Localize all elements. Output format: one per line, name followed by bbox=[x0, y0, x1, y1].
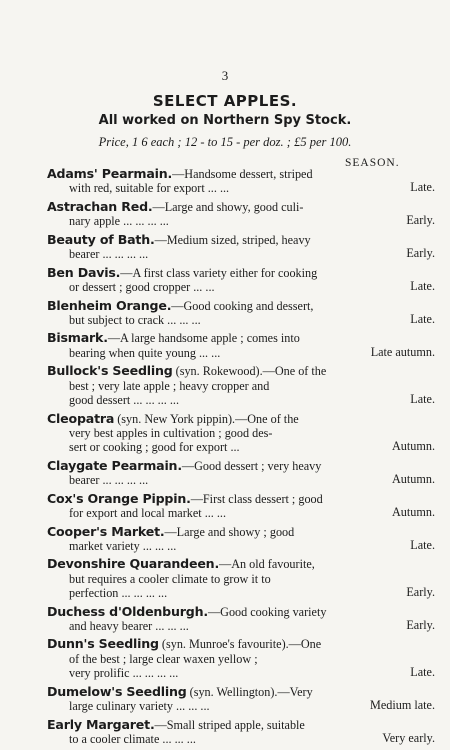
season-value: Autumn. bbox=[392, 472, 435, 487]
season-value: Late. bbox=[410, 278, 435, 293]
apple-entry bbox=[47, 166, 435, 196]
entry-first-line bbox=[47, 525, 407, 539]
entry-first-line bbox=[47, 557, 407, 571]
variety-description: —First class dessert ; good bbox=[190, 491, 323, 506]
entry-continuation-line bbox=[47, 313, 407, 327]
entry-first-line bbox=[47, 364, 407, 378]
entry-first-line bbox=[47, 299, 407, 313]
variety-name: Astrachan Red. bbox=[47, 198, 153, 214]
season-value: Late. bbox=[410, 665, 435, 680]
season-value: Autumn. bbox=[392, 504, 435, 519]
variety-description: or dessert ; good cropper ... ... bbox=[69, 279, 215, 294]
variety-name: Beauty of Bath. bbox=[47, 231, 155, 247]
variety-name: Adams' Pearmain. bbox=[47, 166, 173, 181]
season-value: Early. bbox=[406, 246, 435, 261]
entry-first-line bbox=[47, 412, 407, 426]
price-line: Price, 1 6 each ; 12 - to 15 - per doz. ; £5 per 100. bbox=[98, 135, 352, 149]
entry-continuation-line bbox=[47, 732, 407, 746]
variety-name: Early Margaret. bbox=[47, 716, 155, 732]
apple-entry bbox=[47, 636, 435, 681]
variety-name: Bullock's Seedling bbox=[47, 363, 173, 379]
variety-description: —Good cooking variety bbox=[207, 604, 327, 619]
variety-description: market variety ... ... ... bbox=[69, 538, 177, 553]
apple-entry bbox=[47, 264, 435, 295]
apple-entry bbox=[47, 410, 435, 455]
entry-continuation-line bbox=[47, 619, 407, 633]
variety-description: —Good cooking and dessert, bbox=[171, 298, 314, 313]
entry-continuation-line bbox=[47, 572, 407, 586]
apple-entry bbox=[47, 556, 435, 600]
variety-description: —A first class variety either for cooking bbox=[120, 265, 318, 280]
variety-name: Duchess d'Oldenburgh. bbox=[47, 603, 208, 619]
variety-description: —Large and showy ; good bbox=[164, 524, 295, 539]
entry-continuation-line bbox=[47, 473, 407, 487]
variety-description: to a cooler climate ... ... ... bbox=[69, 731, 196, 746]
variety-description: (syn. Munroe's favourite).—One bbox=[158, 637, 322, 652]
variety-description: large culinary variety ... ... ... bbox=[69, 698, 210, 713]
entry-first-line bbox=[47, 492, 407, 506]
entry-continuation-line bbox=[47, 181, 407, 195]
entry-first-line bbox=[47, 266, 407, 280]
entry-continuation-line bbox=[47, 666, 407, 680]
variety-description: bearing when quite young ... ... bbox=[69, 345, 221, 360]
variety-description: —Large and showy, good culi- bbox=[152, 199, 304, 214]
entry-continuation-line bbox=[47, 379, 407, 393]
season-value: Autumn. bbox=[392, 439, 435, 454]
season-value: Early. bbox=[406, 213, 435, 228]
entry-continuation-line bbox=[47, 539, 407, 553]
entry-continuation-line bbox=[47, 346, 407, 360]
season-column-header: SEASON. bbox=[345, 157, 400, 169]
season-value: Late. bbox=[410, 391, 435, 406]
season-value: Late autumn. bbox=[370, 344, 435, 359]
season-value: Early. bbox=[406, 617, 435, 632]
apple-entry bbox=[47, 457, 435, 488]
entry-continuation-line bbox=[47, 440, 407, 454]
entry-continuation-line bbox=[47, 652, 407, 666]
entry-continuation-line bbox=[47, 214, 407, 228]
entry-first-line bbox=[47, 637, 407, 651]
entry-continuation-line bbox=[47, 426, 407, 440]
apple-entry bbox=[47, 490, 435, 521]
apple-variety-list bbox=[47, 166, 435, 750]
apple-entry bbox=[47, 523, 435, 554]
season-value: Late. bbox=[410, 311, 435, 326]
variety-name: Cooper's Market. bbox=[47, 523, 165, 539]
variety-name: Cox's Orange Pippin. bbox=[47, 490, 191, 506]
entry-first-line bbox=[47, 718, 407, 732]
variety-description: —An old favourite, bbox=[219, 557, 315, 572]
variety-description: very best apples in cultivation ; good des- bbox=[69, 425, 273, 440]
variety-name: Devonshire Quarandeen. bbox=[47, 556, 220, 572]
page-number: 3 bbox=[221, 68, 229, 83]
variety-description: best ; very late apple ; heavy cropper and bbox=[69, 378, 270, 393]
entry-first-line bbox=[47, 167, 407, 181]
variety-description: —A large handsome apple ; comes into bbox=[107, 331, 300, 346]
entry-first-line bbox=[47, 233, 407, 247]
variety-description: —Good dessert ; very heavy bbox=[181, 458, 322, 473]
variety-description: perfection ... ... ... ... bbox=[69, 585, 168, 600]
apple-entry bbox=[47, 716, 435, 747]
subtitle: All worked on Northern Spy Stock. bbox=[98, 113, 352, 128]
variety-description: bearer ... ... ... ... bbox=[69, 473, 149, 488]
variety-description: but requires a cooler climate to grow it to bbox=[69, 571, 271, 586]
variety-description: (syn. Rokewood).—One of the bbox=[172, 364, 327, 379]
entry-first-line bbox=[47, 605, 407, 619]
apple-entry bbox=[47, 330, 435, 360]
apple-entry bbox=[47, 603, 435, 634]
entry-first-line bbox=[47, 459, 407, 473]
season-value: Late. bbox=[410, 180, 435, 195]
variety-description: (syn. Wellington).—Very bbox=[186, 684, 313, 699]
variety-name: Bismark. bbox=[47, 330, 108, 346]
variety-description: —Medium sized, striped, heavy bbox=[154, 232, 311, 247]
variety-name: Ben Davis. bbox=[47, 264, 121, 280]
variety-description: sert or cooking ; good for export ... bbox=[69, 440, 240, 455]
variety-name: Dunn's Seedling bbox=[47, 636, 159, 652]
variety-description: and heavy bearer ... ... ... bbox=[69, 618, 189, 633]
apple-entry bbox=[47, 297, 435, 328]
variety-description: with red, suitable for export ... ... bbox=[69, 181, 230, 196]
variety-description: —Small striped apple, suitable bbox=[154, 717, 305, 732]
entry-continuation-line bbox=[47, 506, 407, 520]
variety-description: —Handsome dessert, striped bbox=[172, 167, 313, 181]
entry-continuation-line bbox=[47, 393, 407, 407]
apple-entry bbox=[47, 363, 435, 407]
variety-description: for export and local market ... ... bbox=[69, 505, 227, 520]
variety-name: Claygate Pearmain. bbox=[47, 457, 182, 473]
variety-description: but subject to crack ... ... ... bbox=[69, 312, 201, 327]
entry-first-line bbox=[47, 331, 407, 345]
variety-name: Cleopatra bbox=[47, 410, 115, 426]
page-title: SELECT APPLES. bbox=[152, 92, 298, 110]
apple-entry bbox=[47, 231, 435, 262]
season-value: Early. bbox=[406, 584, 435, 599]
entry-first-line bbox=[47, 685, 407, 699]
entry-continuation-line bbox=[47, 247, 407, 261]
season-value: Medium late. bbox=[370, 697, 435, 712]
season-value: Late. bbox=[410, 537, 435, 552]
entry-first-line bbox=[47, 200, 407, 214]
variety-description: (syn. New York pippin).—One of the bbox=[114, 411, 299, 426]
apple-entry bbox=[47, 198, 435, 229]
variety-name: Blenheim Orange. bbox=[47, 297, 172, 313]
variety-description: good dessert ... ... ... ... bbox=[69, 392, 180, 407]
variety-name: Dumelow's Seedling bbox=[47, 683, 187, 699]
entry-continuation-line bbox=[47, 699, 407, 713]
variety-description: nary apple ... ... ... ... bbox=[69, 214, 169, 229]
entry-continuation-line bbox=[47, 280, 407, 294]
apple-entry bbox=[47, 683, 435, 714]
entry-continuation-line bbox=[47, 586, 407, 600]
variety-description: very prolific ... ... ... ... bbox=[69, 666, 179, 681]
season-value: Very early. bbox=[382, 730, 435, 745]
variety-description: of the best ; large clear waxen yellow ; bbox=[69, 651, 258, 666]
variety-description: bearer ... ... ... ... bbox=[69, 247, 149, 262]
